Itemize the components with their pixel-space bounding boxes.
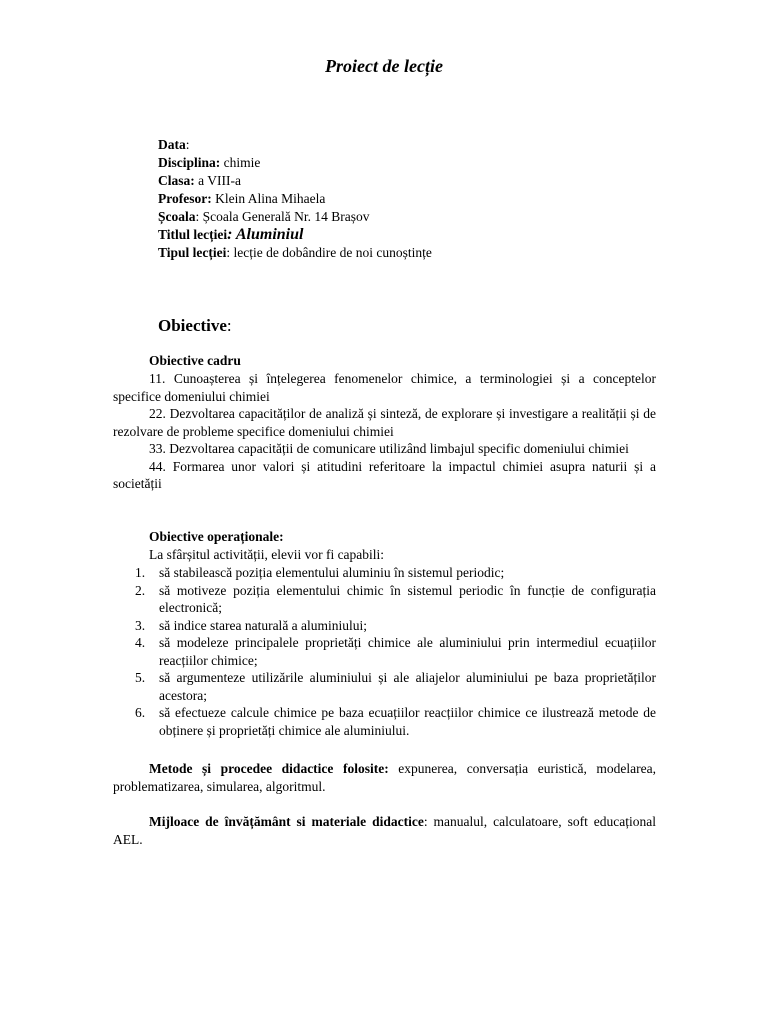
info-data-label: Data (158, 137, 186, 152)
list-item-number: 6. (135, 705, 146, 720)
info-tipul-label: Tipul lecției (158, 245, 227, 260)
info-scoala-value: : Școala Generală Nr. 14 Brașov (195, 209, 370, 224)
list-item (113, 669, 656, 704)
means-label: Mijloace de învățământ si materiale didactice (149, 814, 424, 829)
info-clasa (158, 172, 432, 190)
list-item (113, 617, 656, 635)
list-item-number: 5. (135, 670, 146, 685)
info-tipul (158, 244, 432, 262)
list-item-text: să efectueze calcule chimice pe baza ecuațiilor reacțiilor chimice ce ilustrează metode de obținere și proprietăți chimice ale aluminiului. (159, 705, 656, 738)
operational-heading: Obiective operaționale: (149, 529, 284, 544)
document-title: Proiect de lecție (325, 56, 443, 76)
lesson-info (158, 136, 432, 262)
list-item-number: 4. (135, 635, 146, 650)
list-item (113, 634, 656, 669)
methods-text: expunerea, conversația euristică, modelarea, problematizarea, simularea, algoritmul. (113, 761, 656, 794)
list-item (113, 564, 656, 582)
info-profesor (158, 190, 432, 208)
info-disciplina (158, 154, 432, 172)
list-item-text: să modeleze principalele proprietăți chimice ale aluminiului prin intermediul ecuațiilor reacțiilor chimice; (159, 635, 656, 668)
info-titlul-value: : Aluminiul (227, 226, 304, 243)
objectives-heading-suffix: : (226, 316, 232, 335)
info-profesor-label: Profesor: (158, 191, 212, 206)
methods-paragraph (113, 760, 656, 795)
list-item-number: 3. (135, 617, 146, 633)
info-data-value: : (185, 137, 190, 152)
info-titlul-label: Titlul lecției (158, 227, 228, 242)
cadru-list (113, 370, 656, 493)
info-profesor-value: Klein Alina Mihaela (211, 191, 326, 206)
info-scoala (158, 208, 432, 226)
cadru-item: 44. Formarea unor valori și atitudini referitoare la impactul chimiei asupra naturii și a societății (113, 458, 656, 491)
info-disciplina-label: Disciplina: (158, 155, 221, 170)
list-item-number: 2. (135, 582, 146, 598)
info-scoala-label: Școala (158, 209, 196, 224)
info-titlul (158, 226, 432, 244)
info-tipul-value: : lecție de dobândire de noi cunoștințe (226, 245, 432, 260)
means-section (113, 813, 656, 848)
cadru-item: 22. Dezvoltarea capacităților de analiză și sinteză, de explorare și investigare a realității și de rezolvare de probleme specifice domeniului chimiei (113, 406, 656, 439)
objectives-heading-text: Obiective (158, 316, 227, 335)
operational-intro: La sfârșitul activității, elevii vor fi capabili: (149, 547, 385, 562)
info-data (158, 136, 432, 154)
info-clasa-value: a VIII-a (194, 173, 241, 188)
info-clasa-label: Clasa: (158, 173, 195, 188)
list-item (113, 582, 656, 617)
means-text: : manualul, calculatoare, soft educațional AEL. (113, 814, 656, 847)
list-item-number: 1. (135, 565, 146, 580)
methods-label: Metode și procedee didactice folosite: (149, 761, 389, 776)
cadru-item: 33. Dezvoltarea capacității de comunicare utilizând limbajul specific domeniului chimiei (149, 441, 629, 456)
cadru-heading: Obiective cadru (149, 353, 241, 368)
operational-list (113, 564, 656, 739)
info-disciplina-value: chimie (220, 155, 261, 170)
objectives-heading (158, 317, 232, 335)
list-item-text: să stabilească poziția elementului aluminiu în sistemul periodic; (159, 565, 505, 580)
list-item-text: să motiveze poziția elementului chimic în sistemul periodic în funcție de configurația electronică; (159, 582, 656, 615)
list-item (113, 704, 656, 739)
cadru-item: 11. Cunoașterea și înțelegerea fenomenelor chimice, a terminologiei și a conceptelor specifice domeniului chimiei (113, 371, 656, 404)
means-paragraph (113, 813, 656, 848)
methods-section (113, 760, 656, 795)
list-item-text: să indice starea naturală a aluminiului; (159, 617, 368, 633)
list-item-text: să argumenteze utilizările aluminiului și ale aliajelor aluminiului pe baza proprietăților acestora; (159, 670, 656, 703)
